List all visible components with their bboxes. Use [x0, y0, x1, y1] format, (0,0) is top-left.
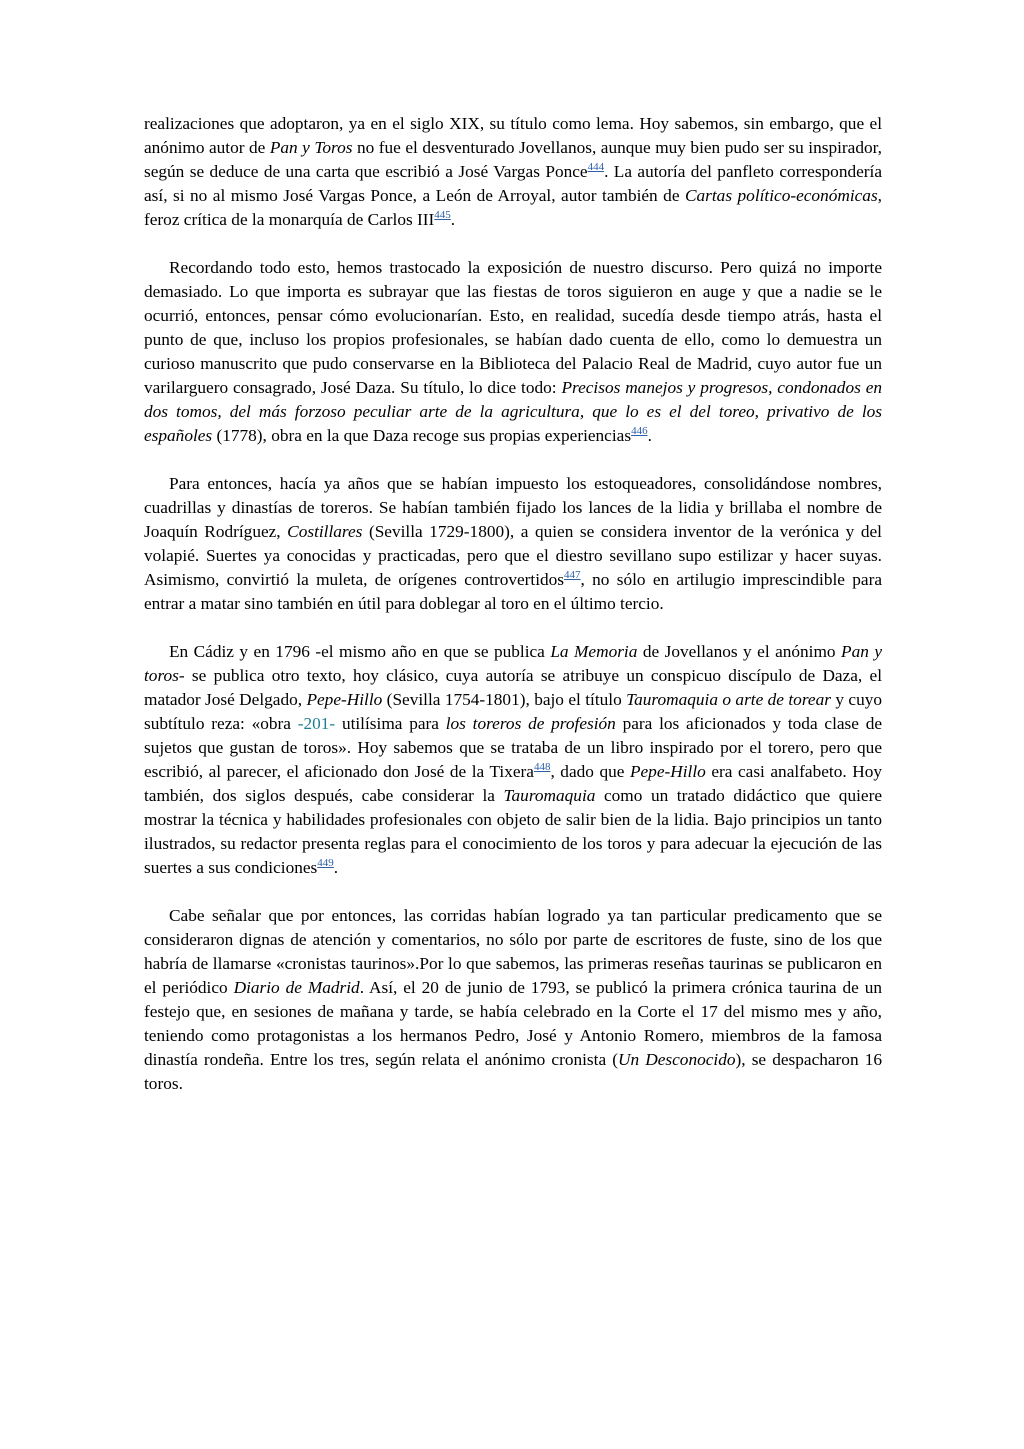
body-text: era casi analfabeto. Hoy también, dos siglos después, cabe considerar la [144, 762, 882, 805]
body-text: . [333, 858, 339, 877]
footnote-link-444[interactable]: 444 [587, 161, 605, 174]
body-text: y cuyo subtítulo reza: «obra [144, 690, 882, 733]
italic-text: Diario de Madrid [233, 978, 360, 997]
body-text: . Así, el 20 de junio de 1793, se publicó la primera crónica taurina de un festejo que, en sesiones de mañana y tarde, se había celebrado en la Corte el 17 del mismo mes y año, teniendo como protagonistas a los hermanos Pedro, José y Antonio Romero, miembros de la famosa dinastía rondeña. Entre los tres, según relata el anónimo cronista ( [144, 978, 882, 1069]
footnote-link-446[interactable]: 446 [631, 425, 648, 438]
italic-text: Pepe-Hillo [629, 762, 706, 781]
body-text: . La autoría del panfleto correspondería así, si no al mismo José Vargas Ponce, a León de Arroyal, autor también de [144, 162, 882, 205]
paragraph [144, 904, 882, 1096]
paragraph [144, 256, 882, 448]
italic-text: Tauromaquia o arte de torear [626, 690, 831, 709]
italic-text: Pan y toros- [144, 642, 883, 685]
italic-text: Cartas político-económicas [684, 186, 878, 205]
body-text: (1778), obra en la que Daza recoge sus propias experiencias [212, 426, 632, 445]
footnote-link-449[interactable]: 449 [317, 857, 334, 870]
paragraph [144, 472, 882, 616]
body-text: realizaciones que adoptaron, ya en el siglo XIX, su título como lema. Hoy sabemos, sin embargo, que el anónimo autor de [144, 114, 882, 157]
document-body [144, 112, 882, 1120]
italic-text: La Memoria [550, 642, 638, 661]
body-text: . [450, 210, 456, 229]
footnote-link-447[interactable]: 447 [564, 569, 581, 582]
body-text: (Sevilla 1754-1801), bajo el título [382, 690, 627, 709]
body-text: En Cádiz y en 1796 -el mismo año en que se publica [169, 642, 551, 661]
body-text: , no sólo en artilugio imprescindible para entrar a matar sino también en útil para doblegar al toro en el último tercio. [144, 570, 882, 613]
body-text: se publica otro texto, hoy clásico, cuya autoría se atribuye un conspicuo discípulo de Daza, el matador José Delgado, [144, 666, 882, 709]
body-text: Recordando todo esto, hemos trastocado la exposición de nuestro discurso. Pero quizá no importe demasiado. Lo que importa es subrayar que las fiestas de toros siguieron en auge y que a nadie se le ocurrió, entonces, pensar cómo evolucionarían. Esto, en realidad, sucedía desde tiempo atrás, hasta el punto de que, incluso los propios profesionales, se habían dado cuenta de ello, como lo demuestra un curioso manuscrito que pudo conservarse en la Biblioteca del Palacio Real de Madrid, cuyo autor fue un varilarguero consagrado, José Daza. Su título, lo dice todo: [144, 258, 882, 397]
paragraph [144, 112, 882, 232]
italic-text: Pepe-Hillo [306, 690, 383, 709]
italic-text: Tauromaquia [503, 786, 596, 805]
italic-text: Pan y Toros [269, 138, 353, 157]
italic-text: Precisos manejos y progresos, condonados en dos tomos, del más forzoso peculiar arte de la agricultura, que lo es el del toreo, privativo de los españoles [144, 378, 882, 445]
body-text: utilísima para [335, 714, 446, 733]
page-number-marker: -201- [297, 714, 336, 733]
italic-text: Costillares [287, 522, 363, 541]
footnote-link-445[interactable]: 445 [434, 209, 451, 222]
body-text: . [647, 426, 652, 445]
footnote-link-448[interactable]: 448 [533, 761, 551, 774]
body-text: como un tratado didáctico que quiere mostrar la técnica y habilidades profesionales con objeto de salir bien de la lidia. Bajo principios un tanto ilustrados, su redactor presenta reglas para el conocimiento de los toros y para adecuar la ejecución de las suertes a sus condiciones [144, 786, 882, 877]
body-text: Para entonces, hacía ya años que se habían impuesto los estoqueadores, consolidándose nombres, cuadrillas y dinastías de toreros. Se habían también fijado los lances de la lidia y brillaba el nombre de Joaquín Rodríguez, [144, 474, 882, 541]
body-text: de Jovellanos y el anónimo [637, 642, 842, 661]
italic-text: los toreros de profesión [445, 714, 616, 733]
body-text: ), se despacharon 16 toros. [144, 1050, 882, 1093]
body-text: Cabe señalar que por entonces, las corridas habían logrado ya tan particular predicamento que se consideraron dignas de atención y comentarios, no sólo por parte de escritores de fuste, sino de los que habría de llamarse «cronistas taurinos».Por lo que sabemos, las primeras reseñas taurinas se publicaron en el periódico [144, 906, 882, 997]
body-text: no fue el desventurado Jovellanos, aunque muy bien pudo ser su inspirador, según se deduce de una carta que escribió a José Vargas Ponce [144, 138, 882, 181]
italic-text: Un Desconocido [618, 1050, 736, 1069]
body-text: , feroz crítica de la monarquía de Carlos III [144, 186, 882, 229]
body-text: (Sevilla 1729-1800), a quien se considera inventor de la verónica y del volapié. Suertes ya conocidas y practicadas, pero que el diestro sevillano supo estilizar y hacer suyas. Asimismo, convirtió la muleta, de orígenes controvertidos [144, 522, 882, 589]
body-text: para los aficionados y toda clase de sujetos que gustan de toros». Hoy sabemos que se trataba de un libro inspirado por el torero, pero que escribió, al parecer, el aficionado don José de la Tixera [144, 714, 883, 781]
paragraph [144, 640, 882, 880]
body-text: , dado que [550, 762, 630, 781]
